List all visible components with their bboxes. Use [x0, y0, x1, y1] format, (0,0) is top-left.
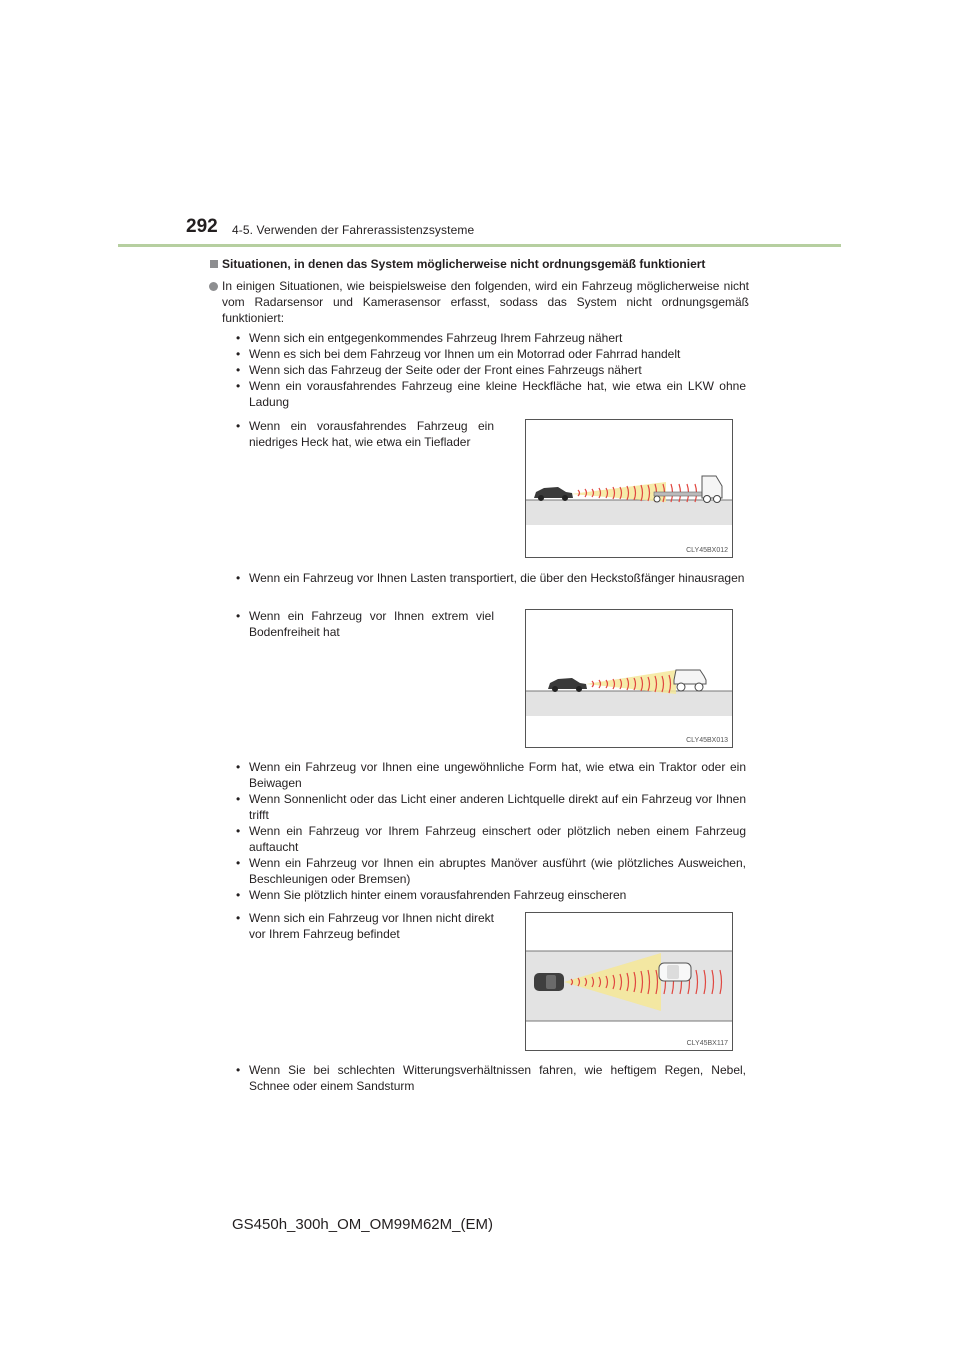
chapter-title: 4-5. Verwenden der Fahrerassistenzsysteme	[232, 223, 475, 237]
list-item: • Wenn Sonnenlicht oder das Licht einer anderen Lichtquelle direkt auf ein Fahrzeug vor Ihnen trifft	[232, 791, 746, 823]
figure-lowbed-trailer	[525, 419, 733, 558]
section-heading-text: Situationen, in denen das System möglicherweise nicht ordnungsgemäß funktioniert	[222, 257, 706, 271]
lowbed-trailer-illustration	[526, 420, 732, 557]
intro-paragraph	[222, 278, 749, 326]
list-item: • Wenn ein Fahrzeug vor Ihnen ein abruptes Manöver ausführt (wie plötzliches Ausweichen, Beschleunigen oder Bremsen)	[232, 855, 746, 887]
footer-document-code: GS450h_300h_OM_OM99M62M_(EM)	[232, 1216, 493, 1233]
list-item: • Wenn ein vorausfahrendes Fahrzeug ein niedriges Heck hat, wie etwa ein Tieflader	[232, 418, 494, 450]
offset-vehicle-illustration	[526, 913, 732, 1050]
high-clearance-illustration	[526, 610, 732, 747]
square-bullet-icon	[210, 260, 218, 268]
bullet-last	[232, 1062, 746, 1094]
bullet-list-1	[232, 330, 746, 410]
list-item: • Wenn ein Fahrzeug vor Ihrem Fahrzeug einschert oder plötzlich neben einem Fahrzeug auftaucht	[232, 823, 746, 855]
list-item: • Wenn es sich bei dem Fahrzeug vor Ihnen um ein Motorrad oder Fahrrad handelt	[232, 346, 746, 362]
circle-bullet-icon	[209, 282, 218, 291]
figure-offset-vehicle	[525, 912, 733, 1051]
list-item: • Wenn ein vorausfahrendes Fahrzeug eine kleine Heckfläche hat, wie etwa ein LKW ohne Ladung	[232, 378, 746, 410]
list-item: • Wenn sich ein Fahrzeug vor Ihnen nicht direkt vor Ihrem Fahrzeug befindet	[232, 910, 494, 942]
list-item: • Wenn sich das Fahrzeug der Seite oder der Front eines Fahrzeugs nähert	[232, 362, 746, 378]
figure-code: CLY45BX012	[686, 547, 728, 554]
list-item: • Wenn ein Fahrzeug vor Ihnen Lasten transportiert, die über den Heckstoßfänger hinausragen	[232, 570, 746, 586]
bullet-list-2	[232, 759, 746, 903]
list-item: • Wenn ein Fahrzeug vor Ihnen extrem viel Bodenfreiheit hat	[232, 608, 494, 640]
list-item: • Wenn ein Fahrzeug vor Ihnen eine ungewöhnliche Form hat, wie etwa ein Traktor oder ein Beiwagen	[232, 759, 746, 791]
list-item: • Wenn sich ein entgegenkommendes Fahrzeug Ihrem Fahrzeug nähert	[232, 330, 746, 346]
figure-high-clearance	[525, 609, 733, 748]
list-item: • Wenn Sie plötzlich hinter einem vorausfahrenden Fahrzeug einscheren	[232, 887, 746, 903]
bullet-after-figure-1	[232, 570, 746, 586]
header-rule	[118, 244, 841, 247]
figure-item-2-text	[232, 608, 494, 640]
list-item: • Wenn Sie bei schlechten Witterungsverhältnissen fahren, wie heftigem Regen, Nebel, Schnee oder einem Sandsturm	[232, 1062, 746, 1094]
figure-code: CLY45BX117	[686, 1040, 728, 1047]
figure-item-3-text	[232, 910, 494, 942]
section-heading	[210, 257, 705, 271]
figure-item-1-text	[232, 418, 494, 450]
intro-text: In einigen Situationen, wie beispielsweise den folgenden, wird ein Fahrzeug möglicherweise nicht vom Radarsensor und Kamerasensor erfasst, sodass das System nicht ordnungsgemäß funktioniert:	[222, 279, 749, 325]
page-number: 292	[186, 216, 218, 237]
figure-code: CLY45BX013	[686, 737, 728, 744]
